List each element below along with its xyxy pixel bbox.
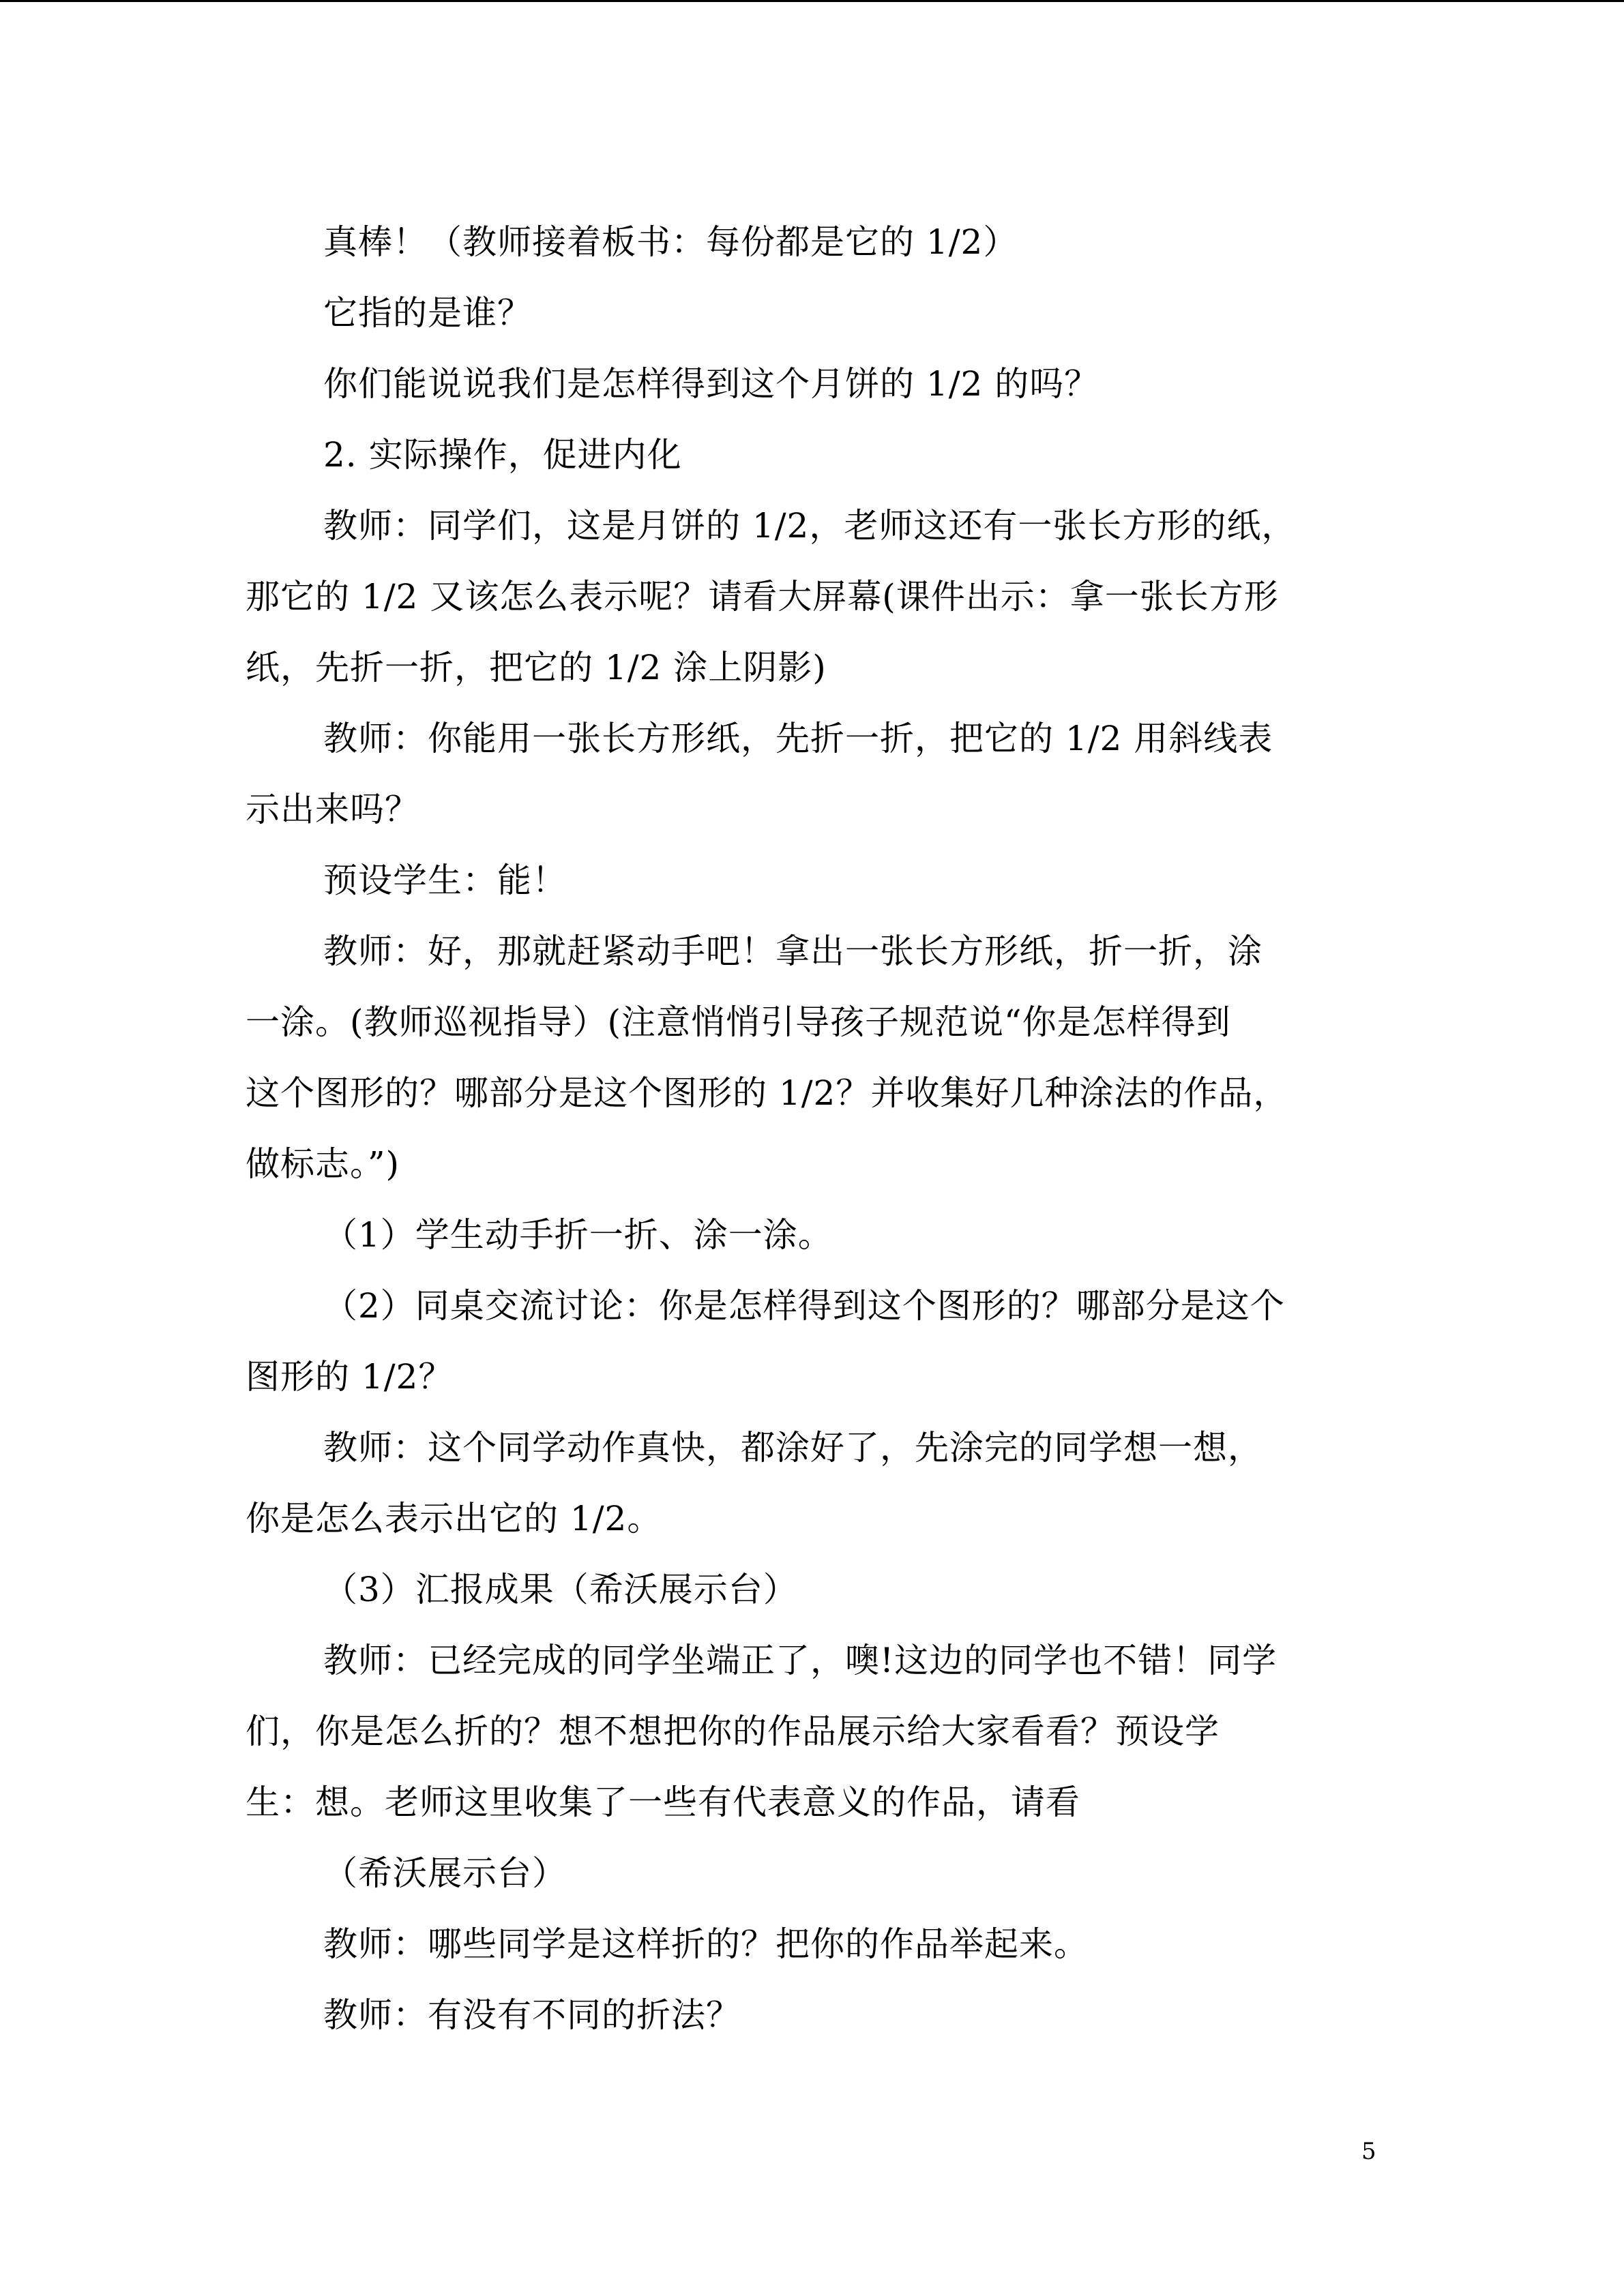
text-line: 纸，先折一折，把它的 1/2 涂上阴影)	[246, 648, 827, 687]
text-line: 们，你是怎么折的？想不想把你的作品展示给大家看看？预设学	[246, 1712, 1220, 1751]
page-number: 5	[1361, 2138, 1376, 2165]
text-line: 教师：这个同学动作真快，都涂好了，先涂完的同学想一想，	[323, 1428, 1263, 1467]
text-line: 示出来吗？	[246, 790, 419, 829]
text-line: 预设学生：能！	[323, 861, 567, 900]
text-line: （2）同桌交流讨论：你是怎样得到这个图形的？哪部分是这个	[323, 1286, 1285, 1326]
text-line: 这个图形的？哪部分是这个图形的 1/2？并收集好几种涂法的作品，	[246, 1073, 1288, 1113]
text-line: 真棒！（教师接着板书：每份都是它的 1/2）	[323, 222, 1018, 262]
text-line: （3）汇报成果（希沃展示台）	[323, 1570, 798, 1609]
text-line: 教师：已经完成的同学坐端正了，噢!这边的同学也不错！同学	[323, 1641, 1278, 1680]
text-line: 教师：你能用一张长方形纸，先折一折，把它的 1/2 用斜线表	[323, 719, 1273, 758]
text-line: 教师：哪些同学是这样折的？把你的作品举起来。	[323, 1924, 1089, 1964]
text-line: 教师：有没有不同的折法？	[323, 1995, 741, 2035]
text-line: 那它的 1/2 又该怎么表示呢？请看大屏幕(课件出示：拿一张长方形	[246, 577, 1279, 616]
text-line: （希沃展示台）	[323, 1853, 567, 1893]
text-line: 它指的是谁？	[323, 293, 532, 333]
text-line: 教师：好，那就赶紧动手吧！拿出一张长方形纸，折一折，涂	[323, 931, 1263, 971]
text-line: 生：想。老师这里收集了一些有代表意义的作品，请看	[246, 1783, 1080, 1822]
document-body	[246, 207, 1378, 2051]
text-line: 你是怎么表示出它的 1/2。	[246, 1499, 662, 1538]
text-line: （1）学生动手折一折、涂一涂。	[323, 1215, 833, 1255]
text-line: 你们能说说我们是怎样得到这个月饼的 1/2 的吗？	[323, 364, 1099, 404]
text-line: 一涂。(教师巡视指导）(注意悄悄引导孩子规范说“你是怎样得到	[246, 1002, 1231, 1042]
text-line: 图形的 1/2？	[246, 1357, 454, 1397]
text-line: 教师：同学们，这是月饼的 1/2，老师这还有一张长方形的纸，	[323, 506, 1297, 546]
text-line: 做标志。”)	[246, 1144, 400, 1184]
text-line: 2. 实际操作，促进内化	[323, 435, 682, 475]
